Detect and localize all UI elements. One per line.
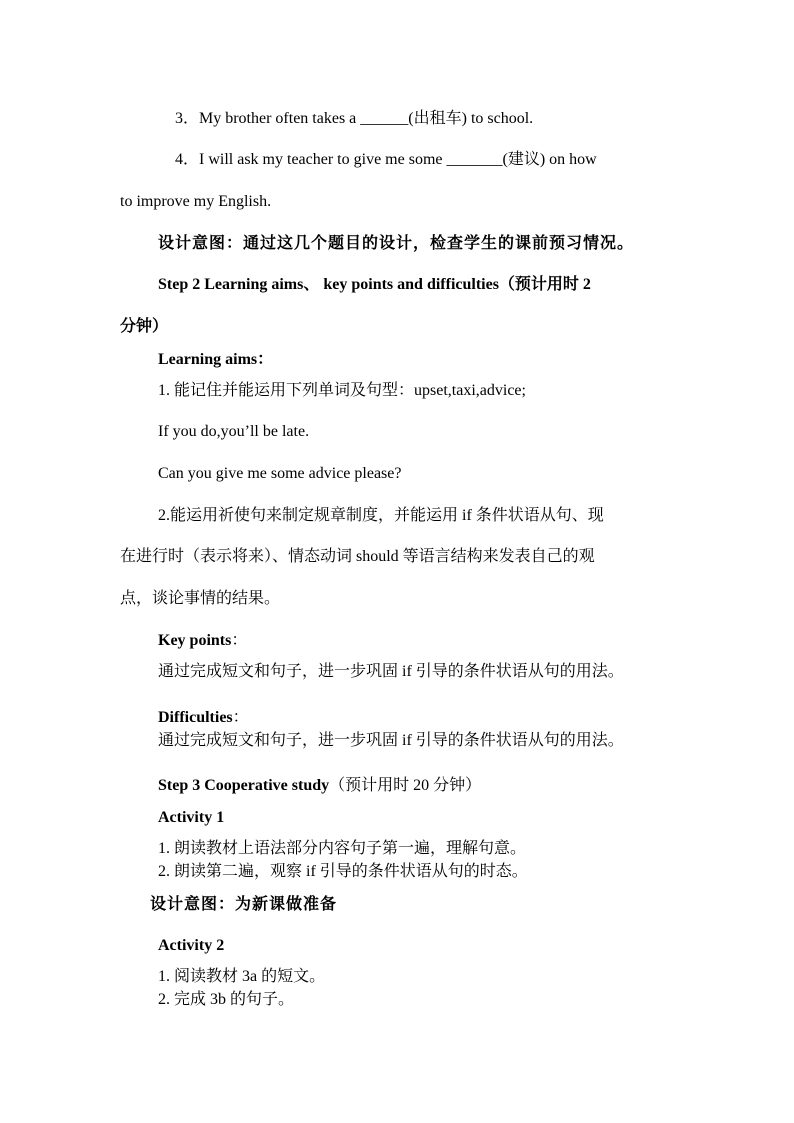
- step-2-heading-line1: Step 2 Learning aims、 key points and difficulties（预计用时 2: [158, 276, 591, 293]
- exercise-3: 3．My brother often takes a ______(出租车) to school.: [175, 110, 534, 127]
- learning-aim-1-sentence-2: Can you give me some advice please?: [158, 465, 402, 482]
- activity-1-item-2: 2. 朗读第二遍，观察 if 引导的条件状语从句的时态。: [158, 863, 528, 880]
- key-points-colon: ：: [231, 632, 248, 649]
- key-points-label: Key points: [158, 632, 232, 649]
- learning-aim-2-line3: 点，谈论事情的结果。: [120, 590, 281, 607]
- activity-1-heading: Activity 1: [158, 809, 225, 826]
- learning-aims-heading: Learning aims：: [158, 351, 274, 368]
- activity-2-item-2: 2. 完成 3b 的句子。: [158, 991, 295, 1008]
- difficulties-heading: [158, 708, 249, 728]
- exercise-4-line2: to improve my English.: [120, 193, 272, 210]
- activity-2-heading: Activity 2: [158, 937, 225, 954]
- learning-aim-2-line2: 在进行时（表示将来）、情态动词 should 等语言结构来发表自己的观: [120, 548, 595, 565]
- key-points-heading: [158, 631, 247, 651]
- step-3-label: Step 3 Cooperative study: [158, 777, 330, 794]
- learning-aim-2-line1: 2.能运用祈使句来制定规章制度，并能运用 if 条件状语从句、现: [158, 507, 604, 524]
- key-points-text: 通过完成短文和句子，进一步巩固 if 引导的条件状语从句的用法。: [158, 663, 624, 680]
- activity-1-item-1: 1. 朗读教材上语法部分内容句子第一遍，理解句意。: [158, 840, 527, 857]
- activity-2-item-1: 1. 阅读教材 3a 的短文。: [158, 968, 326, 985]
- difficulties-colon: ：: [232, 709, 249, 726]
- step-3-duration: （预计用时 20 分钟）: [329, 777, 482, 794]
- step-3-heading: [158, 776, 481, 796]
- design-intent-2: 设计意图：为新课做准备: [150, 894, 338, 913]
- step-2-heading-line2: 分钟）: [120, 318, 169, 335]
- difficulties-text: 通过完成短文和句子，进一步巩固 if 引导的条件状语从句的用法。: [158, 732, 624, 749]
- learning-aim-1: 1. 能记住并能运用下列单词及句型：upset,taxi,advice;: [158, 382, 526, 399]
- difficulties-label: Difficulties: [158, 709, 233, 726]
- exercise-4-line1: 4．I will ask my teacher to give me some _______(建议) on how: [175, 151, 597, 168]
- design-intent-1: 设计意图：通过这几个题目的设计，检查学生的课前预习情况。: [158, 233, 635, 252]
- learning-aim-1-sentence-1: If you do,you’ll be late.: [158, 423, 310, 440]
